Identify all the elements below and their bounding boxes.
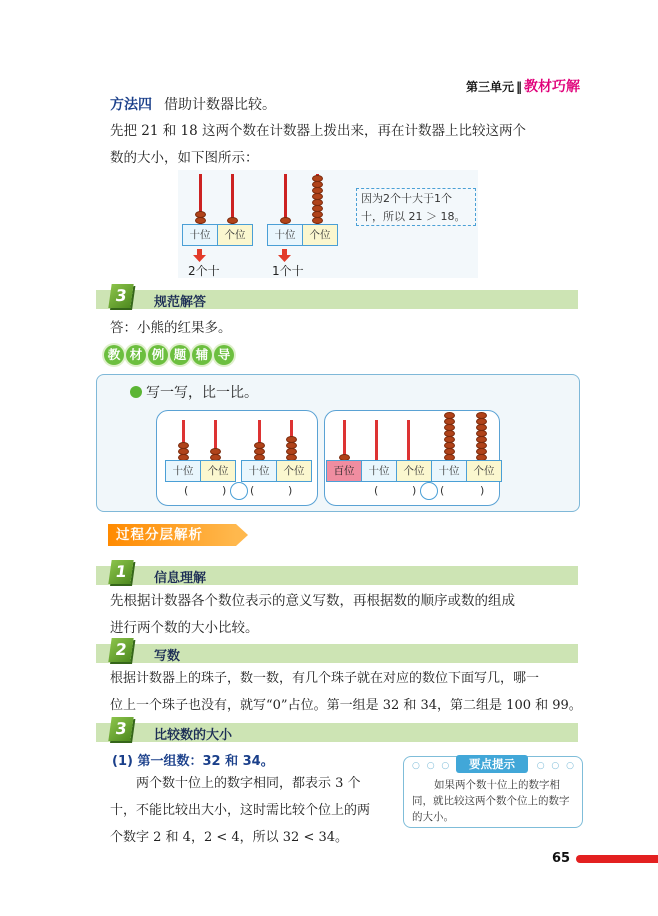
- section3-line-3: 个数字 2 和 4，2 < 4，所以 32 < 34。: [110, 830, 349, 845]
- down-arrow-icon: [278, 249, 292, 263]
- section1-line-2: 进行两个数的大小比较。: [110, 620, 259, 636]
- section-label: 教材巧解: [524, 79, 580, 95]
- compare-circle[interactable]: [420, 482, 438, 500]
- tag-char: 导: [214, 345, 234, 365]
- bullet-icon: [130, 386, 142, 398]
- bead: [195, 217, 206, 224]
- section-number: 3: [108, 717, 133, 741]
- tens-cell: 十位: [268, 225, 303, 246]
- answer-paren-open: (: [250, 484, 255, 497]
- section3-line-1: 两个数十位上的数字相同，都表示 3 个: [136, 776, 361, 791]
- tag-char: 材: [126, 345, 146, 365]
- example-tag: [104, 344, 236, 365]
- place-table-left: [182, 224, 253, 246]
- section2-line-1: 根据计数器上的珠子，数一数，有几个珠子就在对应的数位下面写几，哪一: [110, 671, 540, 686]
- method-name: 方法四: [110, 97, 152, 113]
- right-caption: 1个十: [272, 264, 304, 278]
- section-title: 信息理解: [154, 571, 207, 586]
- note-line-2: 十，所以 21 ＞ 18。: [361, 210, 466, 223]
- section-bar-answer: [96, 286, 578, 310]
- tip-dots-left: ○ ○ ○: [412, 761, 452, 771]
- page-bar: [576, 855, 658, 863]
- section-bar-compare: [96, 719, 578, 743]
- rod: [407, 420, 410, 460]
- method-desc: 借助计数器比较。: [164, 97, 276, 113]
- section-bar-write: [96, 640, 578, 664]
- section-title: 写数: [154, 649, 181, 664]
- rod: [375, 420, 378, 460]
- tip-label: 要点提示: [456, 755, 528, 773]
- tip-box: [403, 756, 583, 828]
- tens-cell: 十位: [362, 461, 397, 482]
- page-number: 65: [552, 851, 571, 866]
- unit-label: 第三单元: [465, 80, 514, 94]
- bead: [312, 217, 323, 224]
- ones-cell: 个位: [277, 461, 312, 482]
- header-unit: [466, 76, 580, 96]
- answer-paren-open: (: [184, 484, 189, 497]
- tag-char: 教: [104, 345, 124, 365]
- ones-cell: 个位: [303, 225, 338, 246]
- ones-cell: 个位: [397, 461, 432, 482]
- left-caption: 2个十: [188, 264, 220, 278]
- tens-cell: 十位: [183, 225, 218, 246]
- place-table-right: [267, 224, 338, 246]
- tag-char: 辅: [192, 345, 212, 365]
- ones-cell: 个位: [201, 461, 236, 482]
- section-number: 3: [108, 284, 133, 308]
- tag-char: 例: [148, 345, 168, 365]
- compare-circle[interactable]: [230, 482, 248, 500]
- exercise-title: [130, 382, 258, 402]
- answer-paren-open: (: [374, 484, 379, 497]
- hundreds-cell: 百位: [327, 461, 362, 482]
- tens-cell: 十位: [432, 461, 467, 482]
- answer-paren-close: ): [222, 484, 227, 497]
- tip-text: 如果两个数十位上的数字相同，就比较这两个数个位上的数字的大小。: [412, 779, 570, 823]
- answer-paren-close: ): [288, 484, 293, 497]
- answer-paren-close: ): [480, 484, 485, 497]
- down-arrow-icon: [193, 249, 207, 263]
- note-line-1: 因为2个十大于1个: [361, 192, 452, 205]
- section3-paragraph: [110, 770, 398, 851]
- section2-paragraph: [110, 665, 590, 719]
- method-line-2: 数的大小，如下图所示：: [110, 150, 259, 166]
- section-title: 比较数的大小: [154, 728, 233, 743]
- ones-cell: 个位: [467, 461, 502, 482]
- place-table: [241, 460, 312, 482]
- note-box: [356, 188, 476, 226]
- method-paragraph: [110, 118, 590, 172]
- section1-line-1: 先根据计数器各个数位表示的意义写数，再根据数的顺序或数的组成: [110, 593, 515, 609]
- tip-dots-right: ○ ○ ○: [536, 761, 576, 771]
- method-title: [110, 94, 276, 114]
- method-line-1: 先把 21 和 18 这两个数在计数器上拨出来，再在计数器上比较这两个: [110, 123, 527, 139]
- place-table: [165, 460, 236, 482]
- tag-char: 题: [170, 345, 190, 365]
- exercise-title-text: 写一写，比一比。: [146, 385, 258, 401]
- sub-heading: (1) 第一组数：32 和 34。: [112, 754, 274, 769]
- answer-text: 答：小熊的红果多。: [110, 320, 232, 336]
- tens-cell: 十位: [242, 461, 277, 482]
- section3-line-2: 十，不能比较出大小，这时需比较个位上的两: [110, 803, 371, 818]
- section1-paragraph: [110, 588, 590, 642]
- section-number: 2: [108, 638, 133, 662]
- banner-arrow-icon: [236, 524, 248, 546]
- banner-text: 过程分层解析: [108, 524, 236, 546]
- section-title: 规范解答: [154, 295, 207, 310]
- place-table: [326, 460, 432, 482]
- answer-paren-close: ): [412, 484, 417, 497]
- bead: [280, 217, 291, 224]
- section-number: 1: [108, 560, 133, 584]
- divider: ‖: [516, 80, 522, 94]
- section2-line-2: 位上一个珠子也没有，就写“0”占位。第一组是 32 和 34，第二组是 100 和 99。: [110, 698, 582, 713]
- tens-cell: 十位: [166, 461, 201, 482]
- bead: [227, 217, 238, 224]
- ones-cell: 个位: [218, 225, 253, 246]
- answer-paren-open: (: [440, 484, 445, 497]
- place-table: [431, 460, 502, 482]
- section-bar-info: [96, 562, 578, 586]
